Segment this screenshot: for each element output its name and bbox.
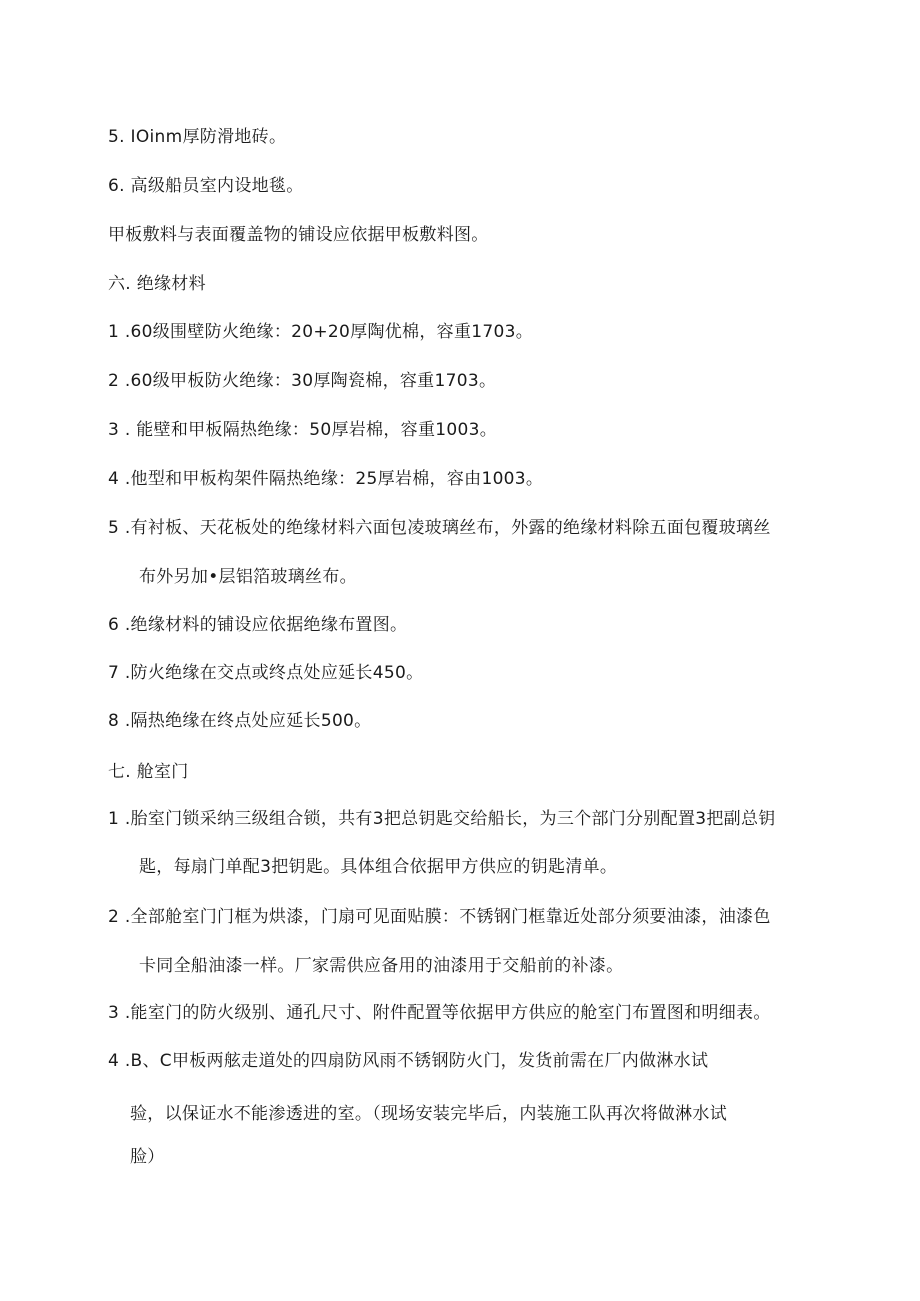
door-item-2-cont: 卡同全船油漆一样。厂家需供应备用的油漆用于交船前的补漆。 [139,956,624,976]
door-item-4: 4 .B、C甲板两舷走道处的四扇防风雨不锈钢防火门，发货前需在厂内做淋水试 [108,1051,709,1071]
deck-covering-note: 甲板敷料与表面覆盖物的铺设应依据甲板敷料图。 [108,225,489,245]
insulation-item-5: 5 .有衬板、天花板处的绝缘材料六面包凌玻璃丝布，外露的绝缘材料除五面包覆玻璃丝 [108,518,771,538]
door-item-4-cont: 验，以保证水不能渗透进的室。（现场安装完毕后，内装施工队再次将做淋水试 [130,1104,727,1124]
insulation-item-6: 6 .绝缘材料的铺设应依据绝缘布置图。 [108,615,408,635]
door-item-2: 2 .全部舱室门门框为烘漆，门扇可见面贴膜：不锈钢门框靠近处部分须要油漆，油漆色 [108,907,771,927]
insulation-item-3: 3 . 能壁和甲板隔热绝缘：50厚岩棉，容重1003。 [108,420,498,440]
door-item-1: 1 .胎室门锁采纳三级组合锁，共有3把总钥匙交给船长，为三个部门分别配置3把副总钥 [108,809,776,829]
insulation-item-8: 8 .隔热绝缘在终点处应延长500。 [108,711,372,731]
section-heading-insulation: 六. 绝缘材料 [108,274,206,294]
door-item-4-cont-2: 脸） [130,1147,165,1167]
item-carpet: 6. 高级船员室内设地毯。 [108,176,304,196]
insulation-item-7: 7 .防火绝缘在交点或终点处应延长450。 [108,663,424,683]
item-anti-slip-tile: 5. IOinm厚防滑地砖。 [108,127,287,147]
insulation-item-4: 4 .他型和甲板构架件隔热绝缘：25厚岩棉，容由1003。 [108,469,544,489]
door-item-1-cont: 匙，每扇门单配3把钥匙。具体组合依据甲方供应的钥匙清单。 [139,857,618,877]
insulation-item-2: 2 .60级甲板防火绝缘：30厚陶瓷棉，容重1703。 [108,371,497,391]
insulation-item-5-cont: 布外另加•层铝箔玻璃丝布。 [139,567,357,587]
section-heading-cabin-doors: 七. 舱室门 [108,762,189,782]
insulation-item-1: 1 .60级围壁防火绝缘：20+20厚陶优棉，容重1703。 [108,322,534,342]
door-item-3: 3 .能室门的防火级别、通孔尺寸、附件配置等依据甲方供应的舱室门布置图和明细表。 [108,1003,771,1023]
